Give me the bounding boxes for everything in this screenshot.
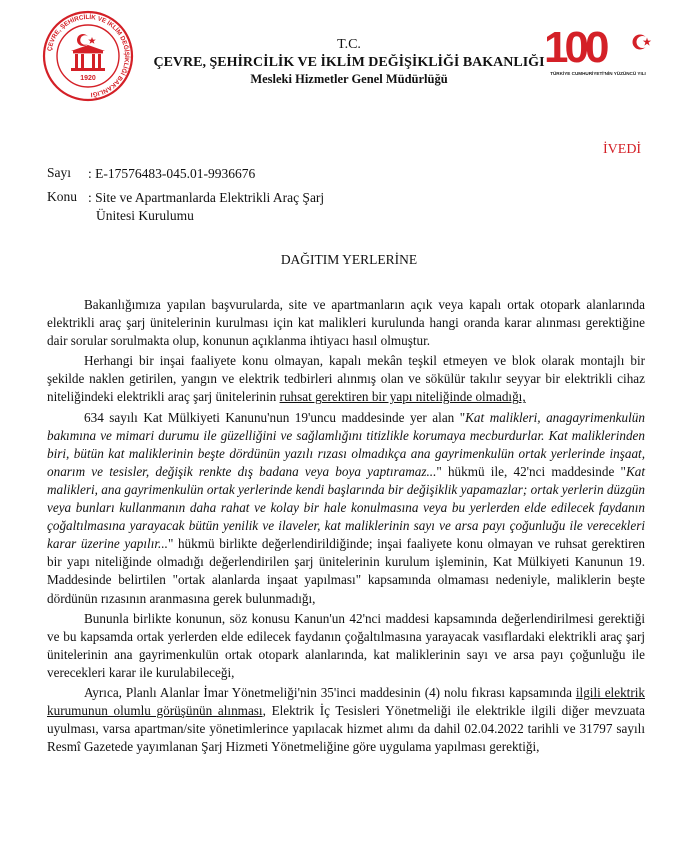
konu-value-line1: : Site ve Apartmanlarda Elektrikli Araç Şarj xyxy=(88,190,325,205)
header-tc: T.C. xyxy=(337,37,361,52)
paragraph-3-text-c: " hükmü birlikte değerlendirildiğinde; inşai faaliyete konu olmayan ve ruhsat gerektiren bir yapı niteliğinde olmadığı değerlendirilen şarj ünitelerinin kurulum işleminin, Kat Mülkiyeti Kanunun 19. Maddesinde belirtilen "ortak alanlarda inşaat yapılması" kapsamında olmaması nedeniyle, maliklerin beşte dördünün rızasının aranmasına gerek bulunmadığı, xyxy=(47,536,645,606)
centennial-caption: TÜRKİYE CUMHURİYETİ'NİN YÜZÜNCÜ YILI xyxy=(550,71,646,76)
centennial-number: 100 xyxy=(544,23,606,72)
paragraph-5-text-b: , Elektrik İç Tesisleri Yönetmeliği ile elektrikle ilgili diğer mevzuata uyulması, varsa apartman/site yönetimlerince yapılacak hizmet alımı da dahil 02.04.2022 tarihli ve 31797 sayılı Resmî Gazetede yayımlanan Şarj Hizmeti Yönetmeliğine göre uygulama yapılması gerektiği, xyxy=(47,703,645,755)
paragraph-5 xyxy=(47,684,645,756)
sayi-label: Sayı xyxy=(47,165,72,180)
letterhead xyxy=(130,36,568,88)
paragraph-5-underlined: ilgili elektrik kurumunun olumlu görüşünün alınması xyxy=(47,684,645,719)
header-directorate: Mesleki Hizmetler Genel Müdürlüğü xyxy=(250,72,448,86)
paragraph-3 xyxy=(47,409,645,608)
letter-body xyxy=(47,296,645,758)
urgency-label: İVEDİ xyxy=(603,142,642,157)
konu-value-line2: Ünitesi Kurulumu xyxy=(96,208,194,223)
header-ministry: ÇEVRE, ŞEHİRCİLİK VE İKLİM DEĞİŞİKLİĞİ BAKANLIĞI xyxy=(153,55,545,70)
paragraph-5-text-a: Ayrıca, Planlı Alanlar İmar Yönetmeliği'nin 35'inci maddesinin (4) nolu fıkrası kapsamında xyxy=(84,684,576,700)
paragraph-3-quote-1: Kat malikleri, anagayrimenkulün bakımına ve mimari durumu ile güzelliğini ve sağlamlığını titizlikle korumaya mecburdurlar. Kat maliklerinden biri, bütün kat maliklerinin beşte dördünün yazılı rızası olmadıkça ana gayrimenkulün ortak yerlerinde inşaat, onarım ve tesisler, değişik renkte dış badana veya boya yaptıramaz... xyxy=(47,409,645,479)
paragraph-3-text-a: 634 sayılı Kat Mülkiyeti Kanunu'nun 19'uncu maddesinde yer alan " xyxy=(84,409,466,425)
seal-ring-text: ÇEVRE, ŞEHİRCİLİK VE İKLİM DEĞİŞİKLİĞİ BAKANLIĞI xyxy=(46,13,131,98)
distribution-heading: DAĞITIM YERLERİNE xyxy=(280,252,418,267)
paragraph-2-text: Herhangi bir inşai faaliyete konu olmayan, kapalı mekân teşkil etmeyen ve blok olarak montajlı bir şekilde naklen getirilen, yangın ve elektrik tedbirleri alınmış olan ve sökülür takılır seyyar bir elektrikli cihaz niteliğindeki elektrikli araç şarj ünitelerinin xyxy=(47,353,645,405)
sayi-value: : E-17576483-045.01-9936676 xyxy=(88,166,256,181)
paragraph-3-quote-2: Kat malikleri, ana gayrimenkulün ortak yerlerinde kendi başlarında bir değişiklik yapamazlar; ortak yerlerin düzgün veya bunları kullanmanın daha rahat ve kolay bir hale konulmasına veya bu yerlerden elde edilecek faydanın çoğaltılmasına yarayacak bütün yenilik ve ilaveler, kat maliklerinin sayı ve arsa payı çoğunluğu ile verecekleri karar üzerine yapılır... xyxy=(47,463,645,552)
ministry-seal-logo xyxy=(42,10,134,102)
paragraph-1: Bakanlığımıza yapılan başvurularda, site ve apartmanların açık veya kapalı ortak otopark alanlarında elektrikli araç şarj ünitelerinin kurulması için kat malikleri kurulunda hangi oranda karar alınması gerektiğine dair sorular sorulmakta olup, konunun açıklanma ihtiyacı hasıl olmuştur. xyxy=(47,297,645,349)
paragraph-4: Bununla birlikte konunun, söz konusu Kanun'un 42'nci maddesi kapsamında değerlendirilmesi gerektiği ve bu kapsamda ortak yerlerden elde edilecek faydanın çoğaltılmasına yarayacak vasıflardaki elektrikli araç şarj ünitelerinin ana gayrimenkulün ortak otopark alanlarında, kat maliklerinin sayı ve arsa payı çoğunluğu ile verecekleri karar ile kurulabileceği, xyxy=(47,610,645,680)
centennial-logo xyxy=(544,22,652,80)
paragraph-3-text-b: " hükmü ile, 42'nci maddesinde " xyxy=(436,463,626,479)
seal-year: 1920 xyxy=(80,75,96,82)
konu-label: Konu xyxy=(47,189,77,204)
paragraph-2-underlined: ruhsat gerektiren bir yapı niteliğinde olmadığı, xyxy=(279,389,526,405)
paragraph-2 xyxy=(47,352,645,406)
